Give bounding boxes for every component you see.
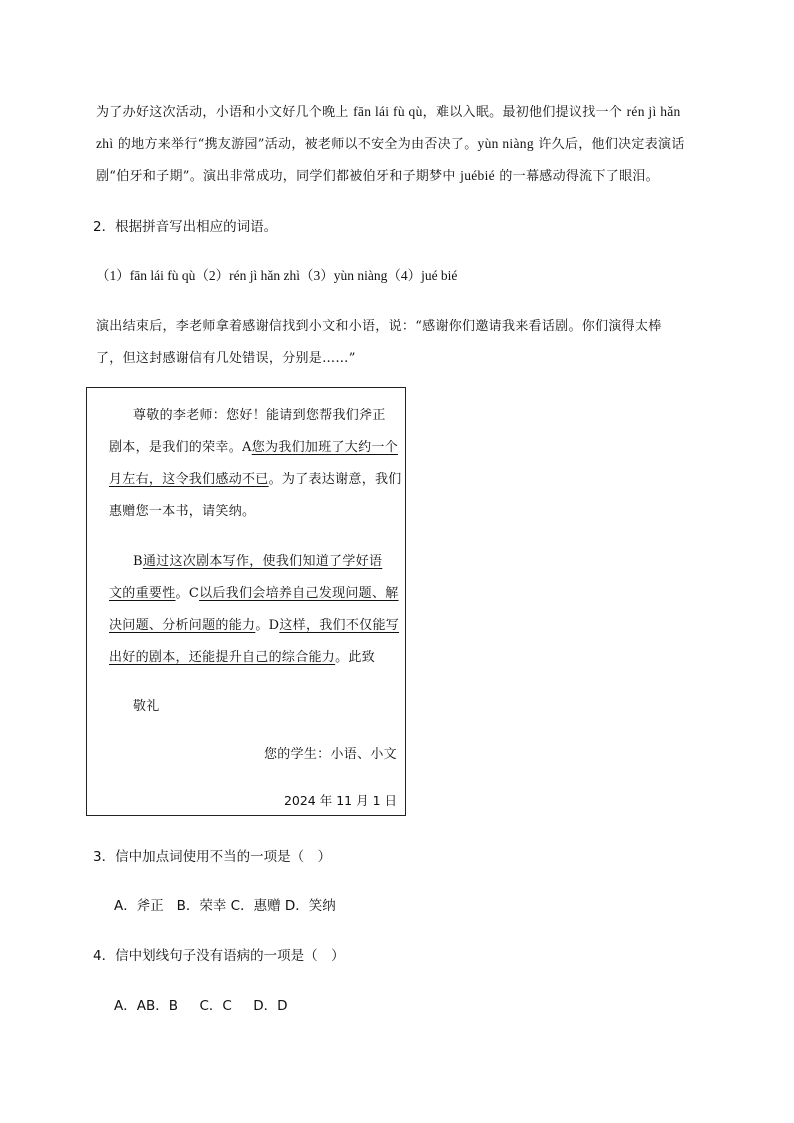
passage-line-2 [96,133,685,152]
intro-line-2: 了，但这封感谢信有几处错误，分别是……” [96,351,356,366]
underlined-sentence-a: 您为我们加班了大约一个 [251,440,399,455]
letter-p2-line3 [109,614,399,633]
question-3-options: A．斧正 B．荣幸 C．惠赠 D．笑纳 [114,898,336,914]
underlined-sentence-c: 决问题、分析问题的能力 [109,618,256,633]
question-4-options: A．AB．B C．C D．D [114,998,288,1014]
letter-p2-line1 [133,550,382,569]
question-4-title: 4．信中划线句子没有语病的一项是（ ） [93,948,345,964]
question-3-title: 3．信中加点词使用不当的一项是（ ） [93,849,332,865]
pinyin-segment: zhì [96,136,114,151]
text-segment: 剧“伯牙和子期”。演出非常成功，同学们都被伯牙和子期梦中 [96,169,456,184]
question-2-title: 2．根据拼音写出相应的词语。 [93,219,278,235]
question-2-items: （1）fān lái fù qù（2）rén jì hǎn zhì（3）yùn niàng（4）jué bié [96,268,458,283]
letter-salutation: 敬礼 [133,699,160,714]
text-segment: B [133,554,143,569]
letter-date: 2024 年 11 月 1 日 [283,793,397,808]
pinyin-segment: fān lái fù qù [353,104,423,119]
passage-line-1 [96,101,681,120]
letter-p1-line3 [109,468,402,487]
underlined-sentence-d: 出好的剧本，还能提升自己的综合能力 [109,650,336,665]
text-segment: 许久后，他们决定表演话 [538,137,685,152]
letter-p2-line4 [109,646,375,665]
text-segment: 。C [175,586,200,601]
text-segment: 。D [255,618,280,633]
underlined-sentence-d: 这样，我们不仅能写 [279,618,400,633]
underlined-sentence-b: 通过这次剧本写作，使我们知道了学好语 [142,554,383,569]
letter-p2-line2 [109,582,399,601]
text-segment: 。为了表达谢意，我们 [268,472,402,487]
passage-line-3 [96,165,659,184]
pinyin-segment: juébié [460,168,495,183]
underlined-sentence-c: 以后我们会培养自己发现问题、解 [199,586,399,601]
letter-p1-line1: 尊敬的李老师：您好！能请到您帮我们斧正 [133,408,386,423]
pinyin-segment: rén jì hǎn [626,104,681,119]
underlined-sentence-b: 文的重要性 [109,586,176,601]
text-segment: 的地方来举行“携友游园”活动，被老师以不安全为由否决了。 [117,137,478,152]
letter-p1-line4: 惠赠您一本书，请笑纳。 [109,504,256,519]
pinyin-segment: yùn niàng [477,136,534,151]
intro-line-1: 演出结束后，李老师拿着感谢信找到小文和小语，说：“感谢你们邀请我来看话剧。你们演得太棒 [96,319,662,334]
text-segment: 为了办好这次活动，小语和小文好几个晚上 [96,105,349,120]
letter-box [86,387,406,816]
letter-p1-line2 [109,436,398,455]
text-segment: 的一幕感动得流下了眼泪。 [499,169,659,184]
underlined-sentence-a: 月左右，这令我们感动不已 [109,472,269,487]
text-segment: ，难以入眠。最初他们提议找一个 [422,105,623,120]
text-segment: 剧本，是我们的荣幸。A [109,440,252,455]
letter-signature: 您的学生：小语、小文 [263,747,397,762]
text-segment: 。此致 [335,650,376,665]
